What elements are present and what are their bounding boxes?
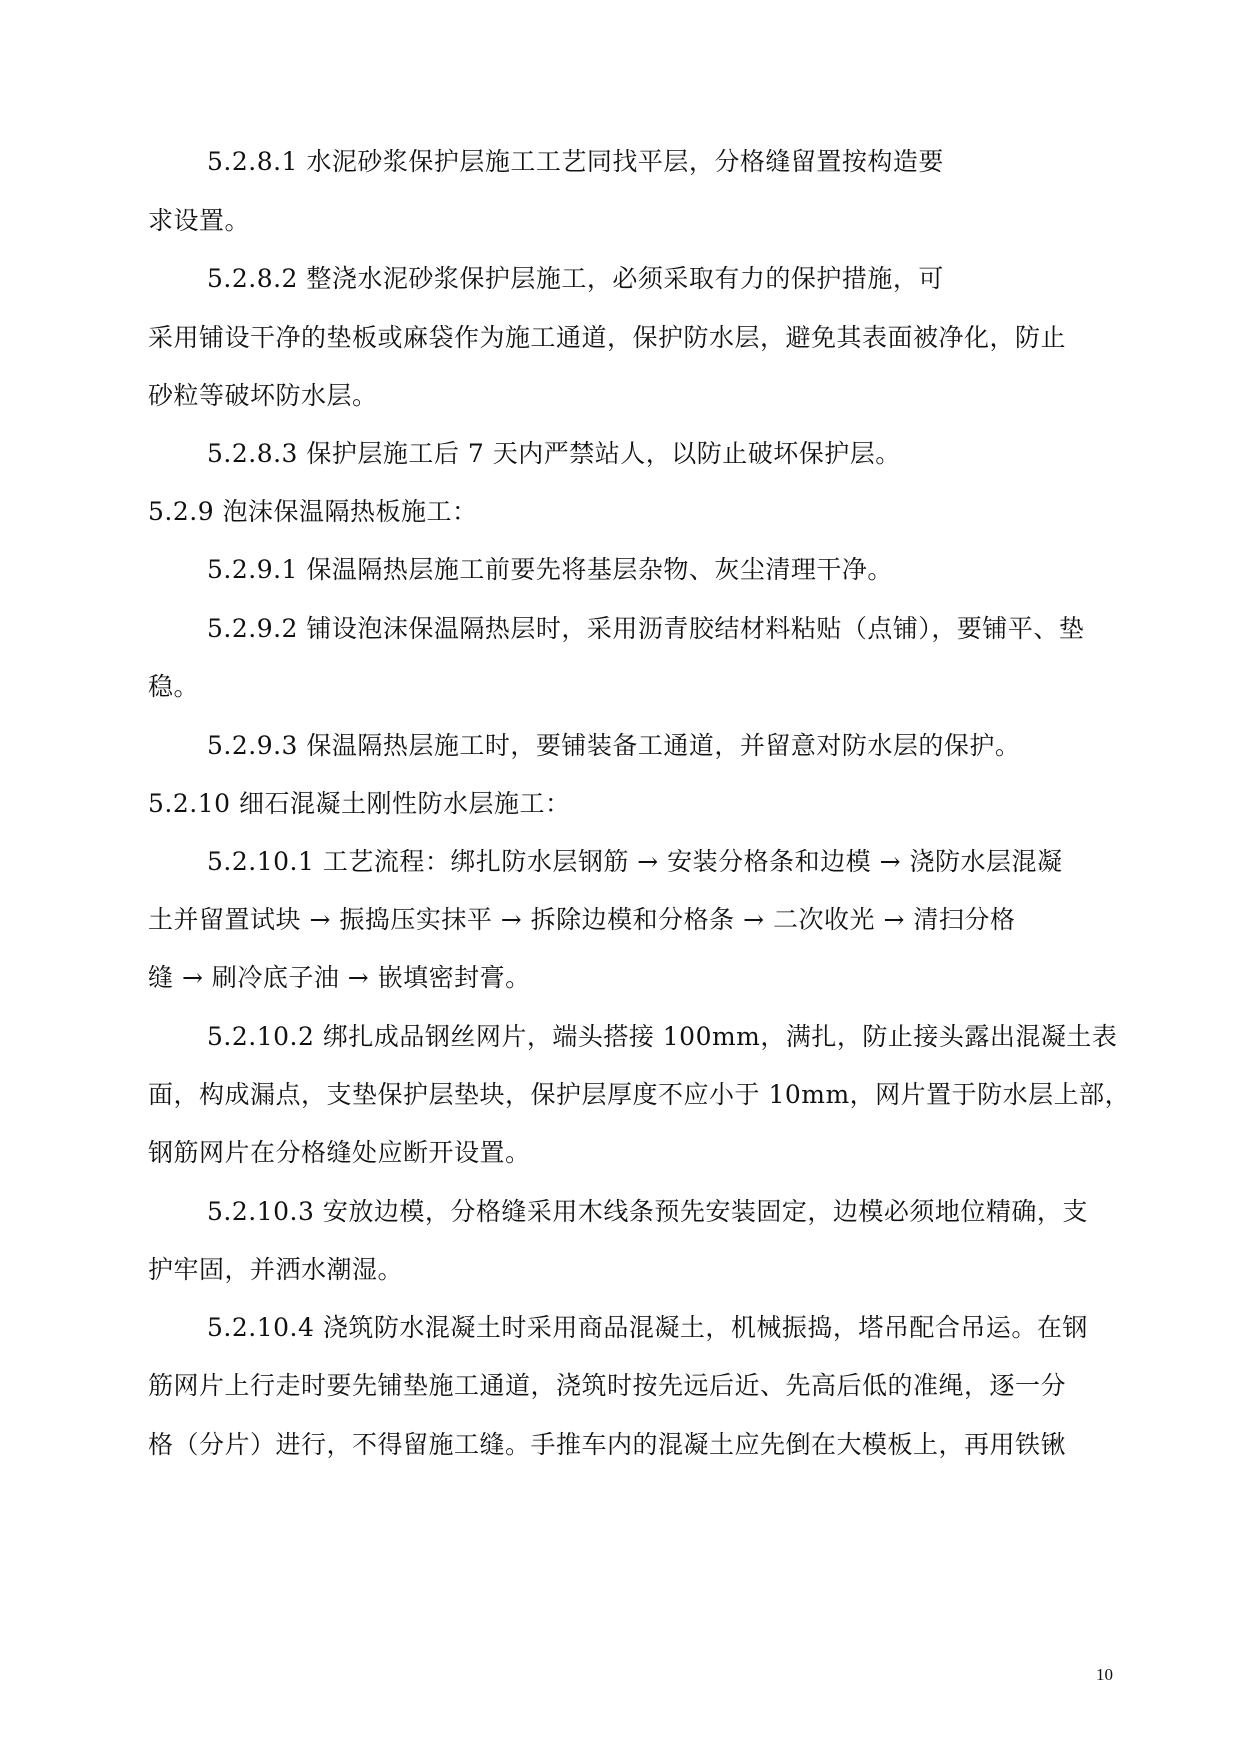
- section-heading: 5.2.9 泡沫保温隔热板施工：: [148, 497, 478, 526]
- text-line: 缝 → 刷冷底子油 → 嵌填密封膏。: [148, 963, 531, 992]
- text-line: 5.2.8.2 整浇水泥砂浆保护层施工，必须采取有力的保护措施，可: [207, 264, 944, 293]
- text-line: 5.2.9.1 保温隔热层施工前要先将基层杂物、灰尘清理干净。: [207, 555, 893, 584]
- text-line: 5.2.8.1 水泥砂浆保护层施工工艺同找平层，分格缝留置按构造要: [207, 147, 944, 176]
- text-line: 筋网片上行走时要先铺垫施工通道，浇筑时按先远后近、先高后低的准绳，逐一分: [148, 1371, 1067, 1400]
- text-line: 求设置。: [148, 206, 251, 235]
- text-line: 5.2.9.2 铺设泡沫保温隔热层时，采用沥青胶结材料粘贴（点铺），要铺平、垫: [207, 614, 1085, 643]
- text-line: 5.2.10.3 安放边模，分格缝采用木线条预先安装固定，边模必须地位精确，支: [207, 1197, 1088, 1226]
- page-number: 10: [1096, 1665, 1113, 1684]
- text-line: 砂粒等破坏防水层。: [148, 381, 378, 410]
- text-line: 5.2.10.4 浇筑防水混凝土时采用商品混凝土，机械振捣，塔吊配合吊运。在钢: [207, 1313, 1088, 1342]
- text-line: 5.2.9.3 保温隔热层施工时，要铺装备工通道，并留意对防水层的保护。: [207, 731, 1021, 760]
- text-line: 5.2.8.3 保护层施工后 7 天内严禁站人，以防止破坏保护层。: [207, 439, 901, 468]
- text-line: 面，构成漏点，支垫保护层垫块，保护层厚度不应小于 10mm，网片置于防水层上部，: [148, 1080, 1131, 1109]
- text-line: 钢筋网片在分格缝处应断开设置。: [148, 1138, 531, 1167]
- text-line: 采用铺设干净的垫板或麻袋作为施工通道，保护防水层，避免其表面被净化，防止: [148, 323, 1067, 352]
- text-line: 5.2.10.1 工艺流程：绑扎防水层钢筋 → 安装分格条和边模 → 浇防水层混凝: [207, 847, 1063, 876]
- text-line: 稳。: [148, 672, 200, 701]
- text-line: 土并留置试块 → 振捣压实抹平 → 拆除边模和分格条 → 二次收光 → 清扫分格: [148, 905, 1016, 934]
- text-line: 护牢固，并洒水潮湿。: [148, 1255, 404, 1284]
- text-line: 5.2.10.2 绑扎成品钢丝网片，端头搭接 100mm，满扎，防止接头露出混凝土表: [207, 1022, 1118, 1051]
- text-line: 格（分片）进行，不得留施工缝。手推车内的混凝土应先倒在大模板上，再用铁锹: [148, 1430, 1067, 1459]
- section-heading: 5.2.10 细石混凝土刚性防水层施工：: [148, 789, 571, 818]
